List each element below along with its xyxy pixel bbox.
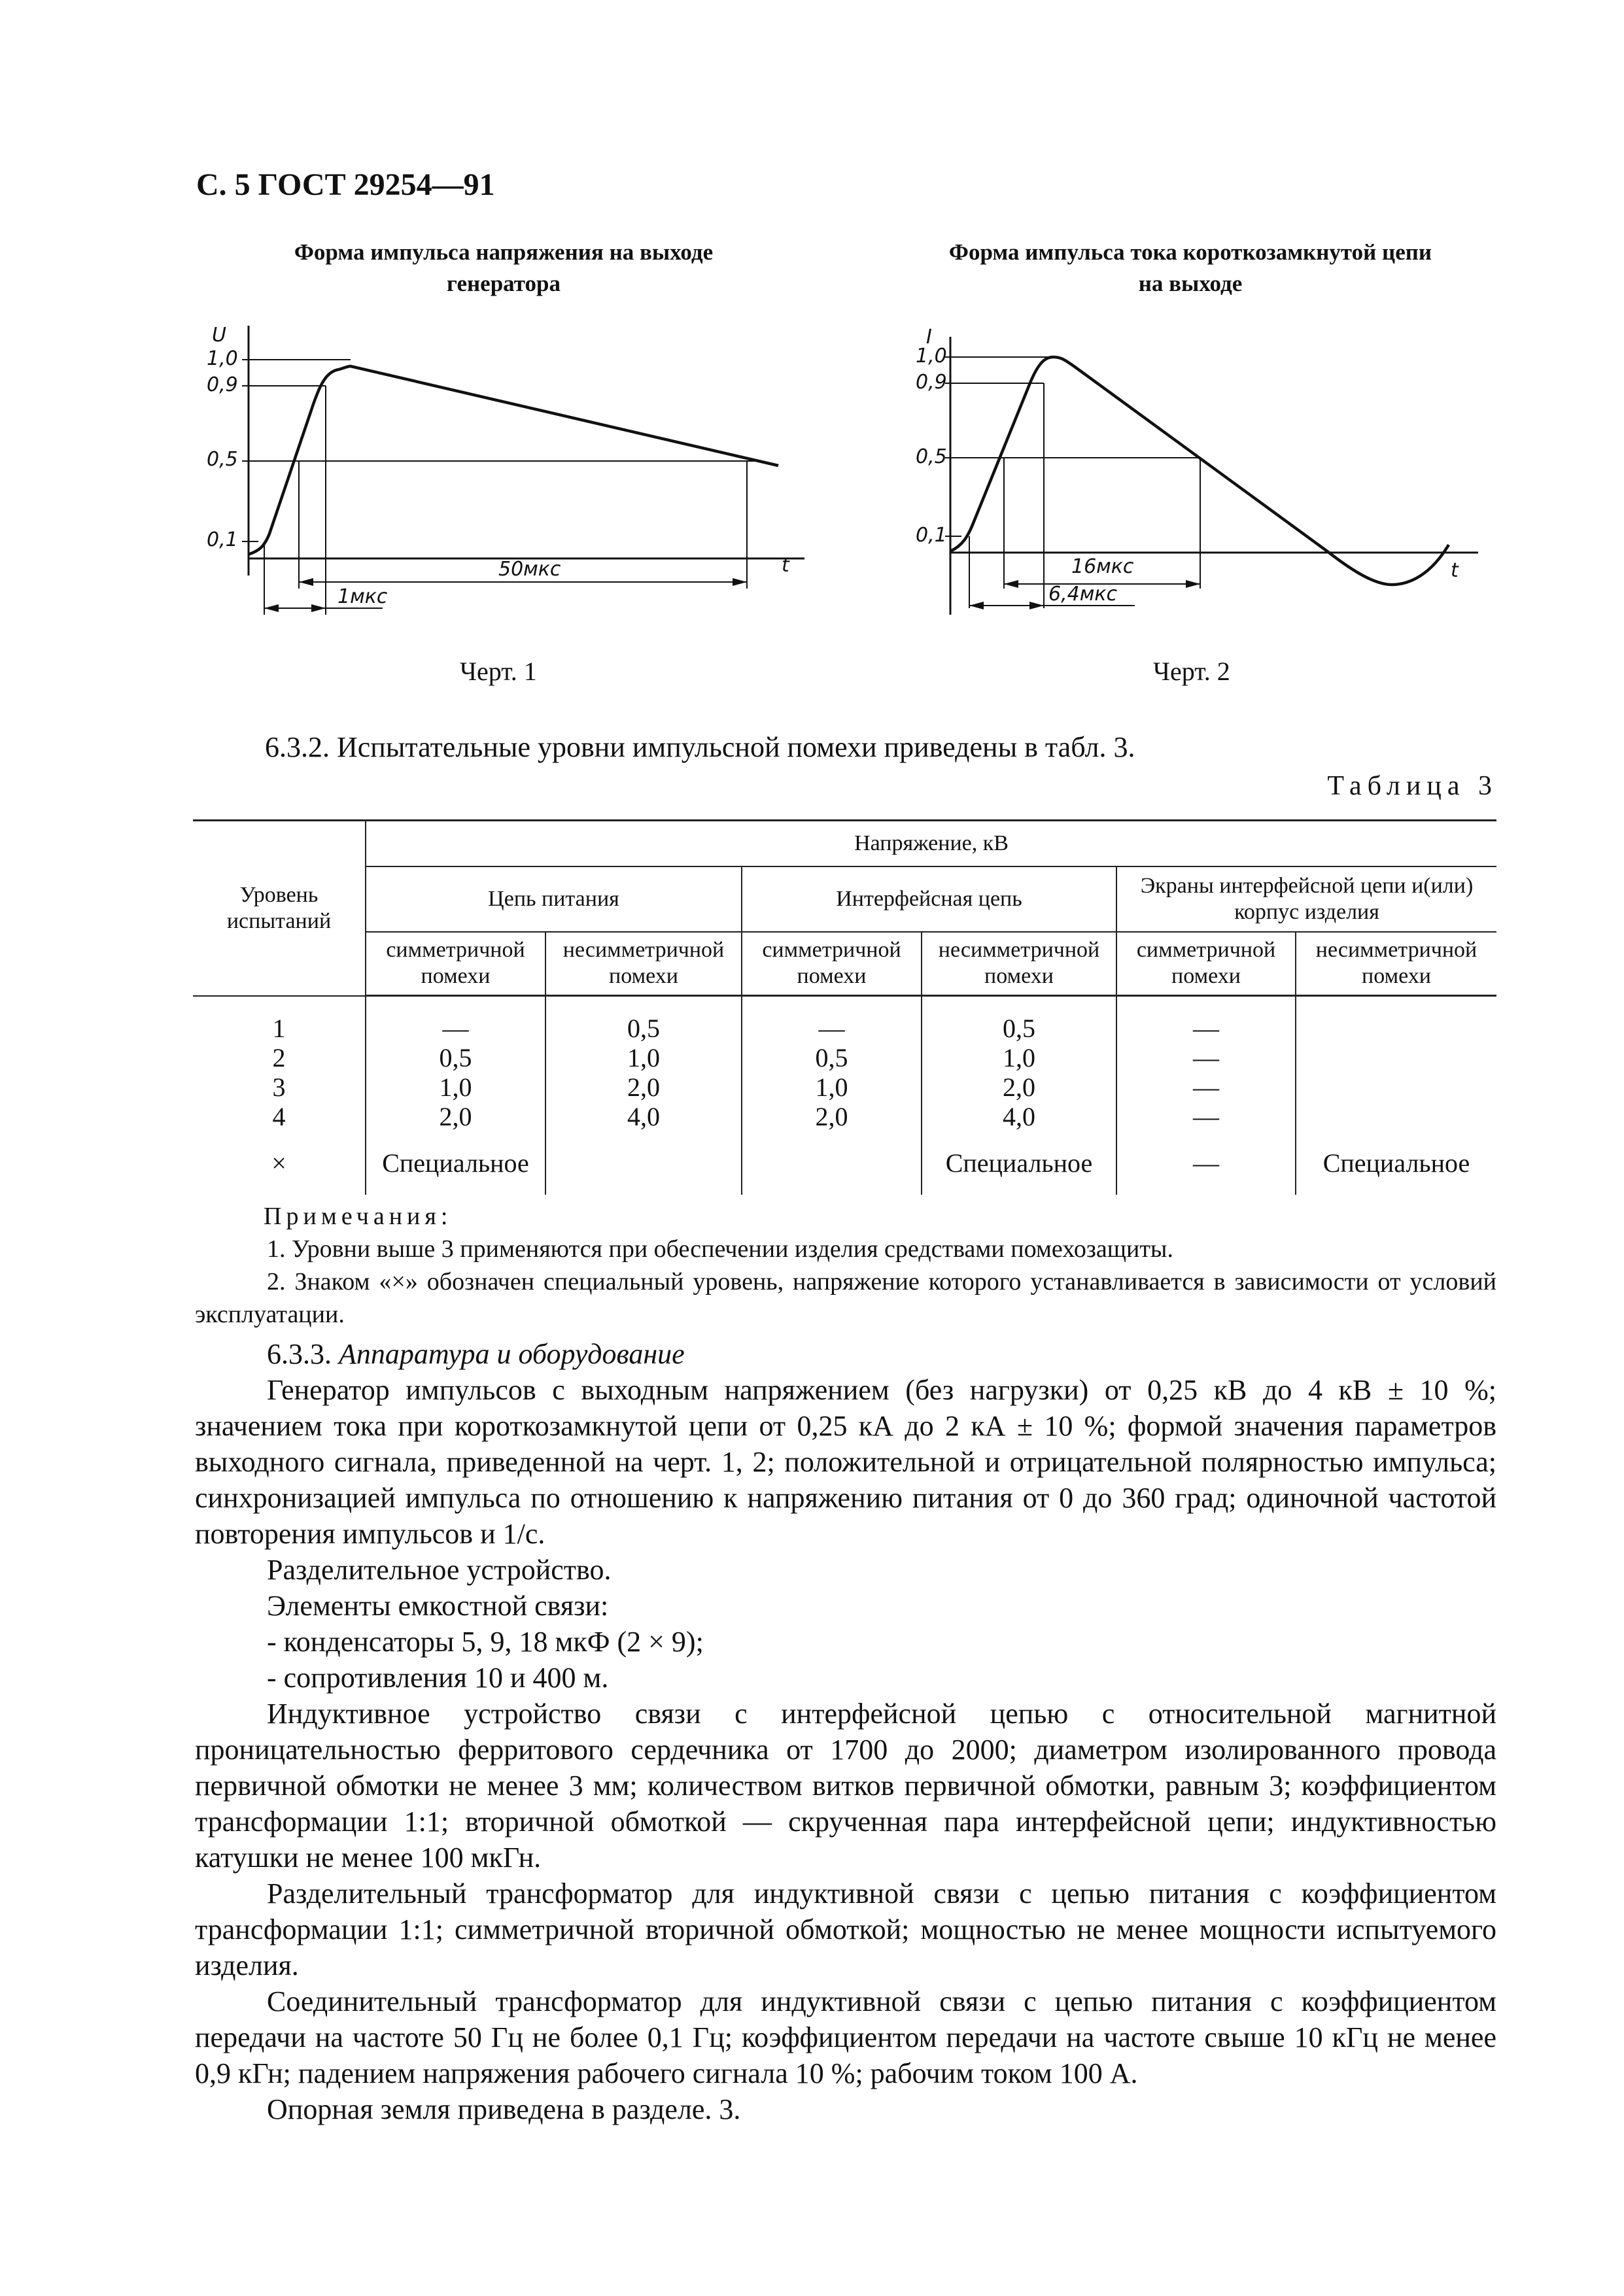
subheader-symmetric: симметричной помехи (1116, 932, 1296, 996)
paragraph: Индуктивное устройство связи с интерфейсной цепью с относительной магнитной проницательностью ферритового сердечника от 1700 до 2000; диаметром изолированного провода первичной обмотки не менее 3 мм; количеством витков первичной обмотки, равным 3; коэффициентом трансформации 1:1; вторичной обмоткой — скрученная пара интерфейсной цепи; индуктивностью катушки не менее 100 мкГн. (195, 1698, 1496, 1874)
table-row: 2 0,5 1,0 0,5 1,0 — (193, 1043, 1496, 1072)
fig1-tick-1: 1,0 (207, 347, 238, 370)
table-3 (193, 819, 1496, 1195)
header-power-circuit: Цепь питания (366, 866, 742, 932)
figure2-title-line1: Форма импульса тока короткозамкнутой цепи (948, 239, 1432, 265)
fig2-arrow-64-right (1029, 602, 1044, 609)
fig1-arrow-50-left (299, 578, 313, 586)
paragraph: Разделительное устройство. (267, 1554, 612, 1586)
fig2-arrow-16-left (1004, 580, 1018, 588)
header-screens: Экраны интерфейсной цепи и(или) корпус изделия (1116, 866, 1496, 932)
fig1-arrow-50-right (733, 578, 747, 586)
fig2-axis-y-label: I (926, 326, 932, 349)
page-header: С. 5 ГОСТ 29254—91 (196, 167, 495, 202)
section-6-3-3 (195, 1336, 1496, 2127)
paragraph: Элементы емкостной связи: (267, 1590, 609, 1622)
fig1-axis-x-label: t (782, 554, 789, 577)
fig2-dim-64-label: 6,4мкс (1048, 583, 1117, 606)
figure2-title (876, 237, 1504, 300)
paragraph: Разделительный трансформатор для индуктивной связи с цепью питания с коэффициентом трансформации 1:1; симметричной вторичной обмоткой; мощностью не менее мощности испытуемого изделия. (195, 1877, 1496, 1981)
fig1-tick-09: 0,9 (207, 373, 238, 396)
table3-caption: Таблица 3 (1327, 771, 1498, 801)
figure1-caption: Черт. 1 (460, 657, 537, 686)
fig1-dim-50-label: 50мкс (498, 558, 561, 581)
paragraph-6-3-2: 6.3.2. Испытательные уровни импульсной помехи приведены в табл. 3. (265, 731, 1135, 763)
subheader-asymmetric: несимметричной помехи (545, 932, 742, 996)
paragraph: - сопротивления 10 и 400 м. (267, 1662, 609, 1694)
fig2-axis-x-label: t (1451, 559, 1459, 582)
figure2-title-line2: на выходе (1138, 271, 1243, 296)
paragraph: Соединительный трансформатор для индуктивной связи с цепью питания с коэффициентом передачи на частоте 50 Гц не более 0,1 Гц; коэффициентом передачи на частоте свыше 10 кГц не менее 0,9 кГн; падением напряжения рабочего сигнала 10 %; рабочим током 100 А. (195, 1985, 1496, 2089)
figure1-title-line2: генератора (447, 271, 561, 296)
fig2-arrow-16-right (1186, 580, 1200, 588)
fig1-tick-05: 0,5 (207, 448, 238, 471)
fig2-tick-01: 0,1 (916, 524, 947, 547)
table-row: 4 2,0 4,0 2,0 4,0 — (193, 1102, 1496, 1131)
fig1-arrow-1-left (264, 604, 279, 612)
figure1-title-line1: Форма импульса напряжения на выходе (294, 239, 714, 265)
figure1-voltage-pulse-diagram (196, 320, 818, 634)
header-voltage: Напряжение, кВ (366, 821, 1496, 866)
header-test-level: Уровень испытаний (193, 821, 366, 996)
fig2-tick-09: 0,9 (916, 371, 947, 394)
notes-title: Примечания: (264, 1203, 453, 1230)
fig2-arrow-64-left (969, 602, 984, 609)
paragraph: - конденсаторы 5, 9, 18 мкФ (2 × 9); (267, 1626, 704, 1658)
fig1-axis-y-label: U (212, 324, 226, 347)
fig1-dim-1-label: 1мкс (337, 585, 388, 608)
paragraph: Опорная земля приведена в разделе. 3. (267, 2093, 741, 2125)
figure2-current-pulse-diagram (903, 320, 1511, 634)
fig1-arrow-1-right (311, 604, 326, 612)
fig2-tick-05: 0,5 (916, 445, 947, 468)
table-row: 3 1,0 2,0 1,0 2,0 — (193, 1072, 1496, 1102)
table-row: × Специальное Специальное — Специальное (193, 1148, 1496, 1178)
subheader-asymmetric: несимметричной помехи (922, 932, 1116, 996)
section-6-3-3-heading (195, 1336, 1496, 1372)
fig2-tick-1: 1,0 (916, 345, 947, 368)
header-interface-circuit: Интерфейсная цепь (742, 866, 1116, 932)
figure2-caption: Черт. 2 (1153, 657, 1230, 686)
section-title: Аппаратура и оборудование (339, 1338, 685, 1370)
figure1-title (222, 237, 785, 300)
fig2-dim-16-label: 16мкс (1071, 555, 1134, 578)
note-2: 2. Знаком «×» обозначен специальный уровень, напряжение которого устанавливается в зависимости от условий эксплуатации. (195, 1268, 1496, 1328)
fig1-tick-01: 0,1 (207, 528, 238, 551)
note-1: 1. Уровни выше 3 применяются при обеспечении изделия средствами помехозащиты. (267, 1235, 1173, 1263)
subheader-asymmetric: несимметричной помехи (1296, 932, 1496, 996)
subheader-symmetric: симметричной помехи (366, 932, 545, 996)
subheader-symmetric: симметричной помехи (742, 932, 922, 996)
notes-block (195, 1200, 1496, 1331)
table-row: 1 — 0,5 — 0,5 — (193, 1014, 1496, 1043)
paragraph: Генератор импульсов с выходным напряжением (без нагрузки) от 0,25 кВ до 4 кВ ± 10 %; значением тока при короткозамкнутой цепи от 0,25 кА до 2 кА ± 10 %; формой значения параметров выходного сигнала, приведенной на черт. 1, 2; положительной и отрицательной полярностью импульса; синхронизацией импульса по отношению к напряжению питания от 0 до 360 град; одиночной частотой повторения импульсов и 1/с. (195, 1374, 1496, 1550)
section-number: 6.3.3. (267, 1338, 332, 1370)
